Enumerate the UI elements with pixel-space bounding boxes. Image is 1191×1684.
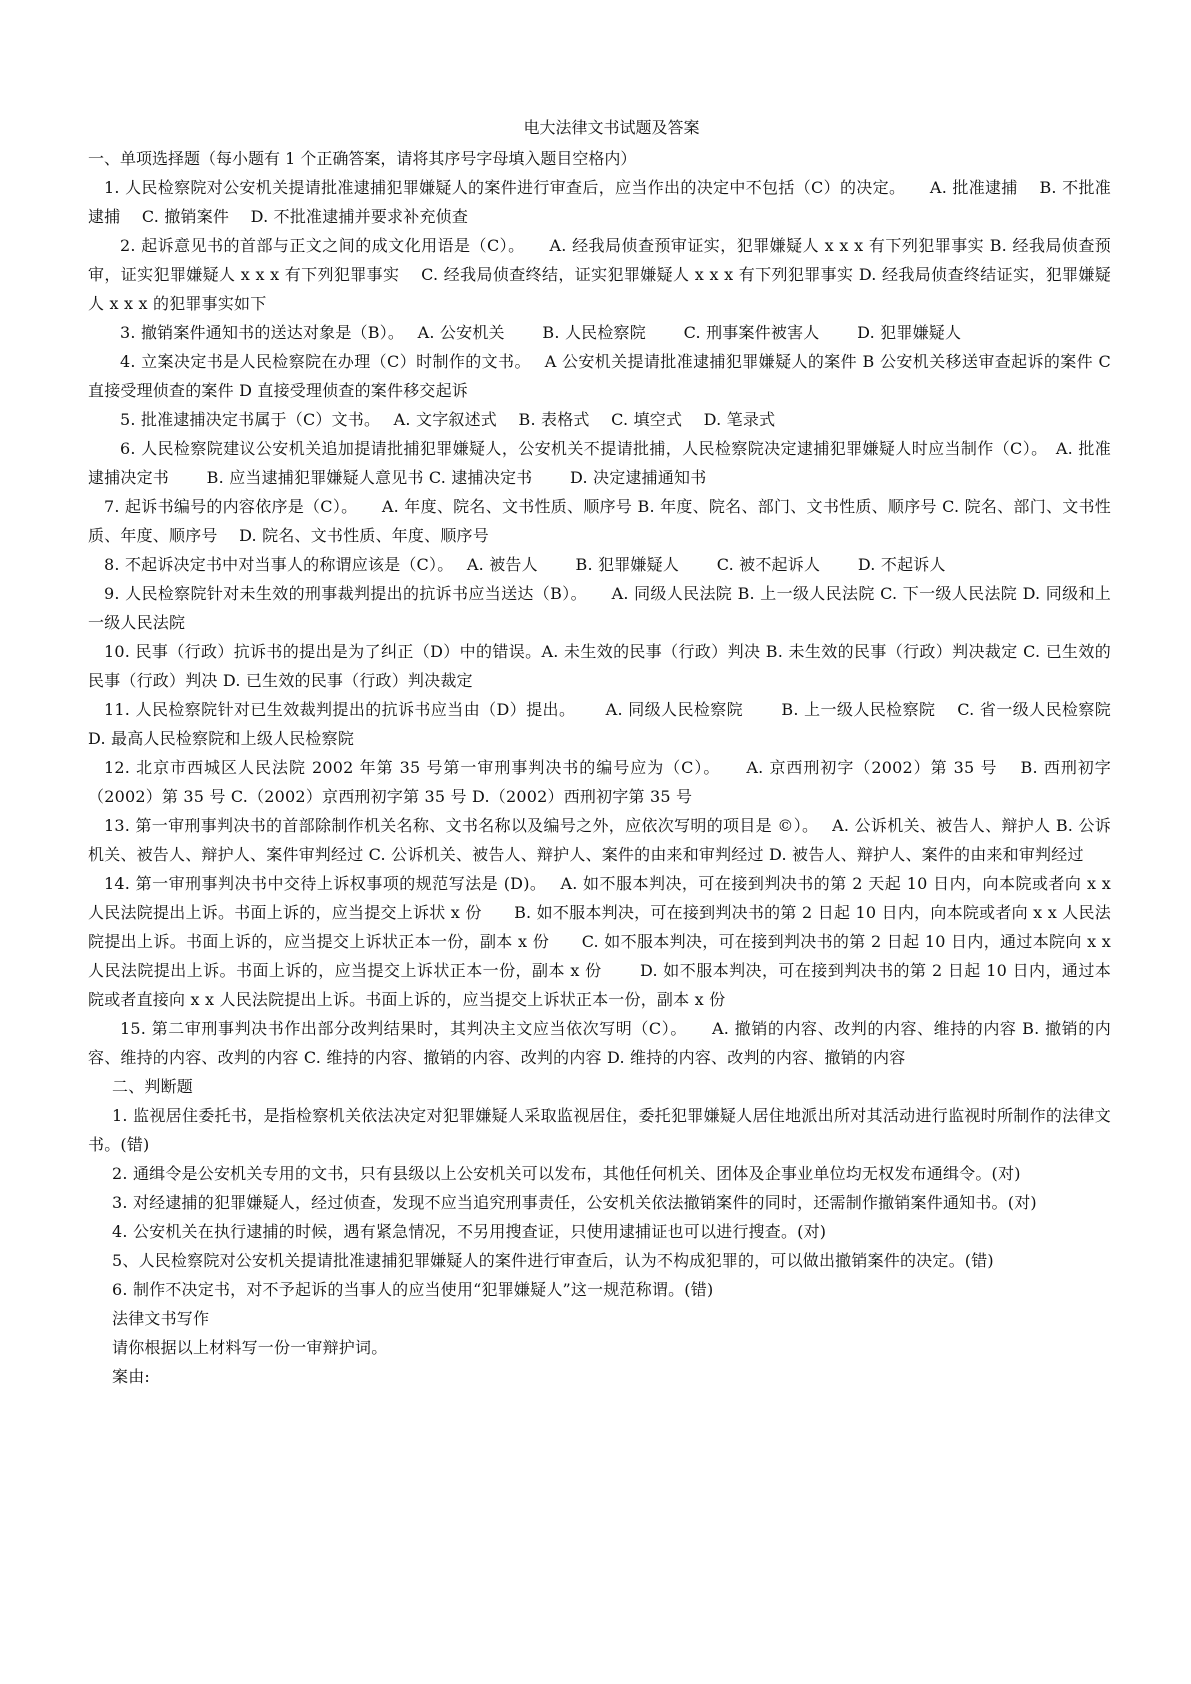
question-10: 10. 民事（行政）抗诉书的提出是为了纠正（D）中的错误。A. 未生效的民事（行政）判决 B. 未生效的民事（行政）判决裁定 C. 已生效的民事（行政）判决 D. 已生效的民事（行政）判决裁定: [88, 642, 1111, 690]
question-14: 14. 第一审刑事判决书中交待上诉权事项的规范写法是 (D)。 A. 如不服本判决，可在接到判决书的第 2 天起 10 日内，向本院或者向 x x 人民法院提出上诉。书面上诉的，应当提交上诉状 x 份 B. 如不服本判决，可在接到判决书的第 2 日起 10 日内，向本院或者向 x x 人民法院提出上诉。书面上诉的，应当提交上诉状正本一份，副本 x 份 C. 如不服本判决，可在接到判决书的第 2 日起 10 日内，通过本院向 x x 人民法院提出上诉。书面上诉的，应当提交上诉状正本一份，副本 x 份 D. 如不服本判决，可在接到判决书的第 2 日起 10 日内，通过本院或者直接向 x x 人民法院提出上诉。书面上诉的，应当提交上诉状正本一份，副本 x 份: [88, 874, 1111, 1009]
section-heading-judgement: 二、判断题: [112, 1077, 194, 1096]
judgement-1: 1. 监视居住委托书，是指检察机关依法决定对犯罪嫌疑人采取监视居住，委托犯罪嫌疑人居住地派出所对其活动进行监视时所制作的法律文书。(错): [88, 1106, 1111, 1154]
document-title: 电大法律文书试题及答案: [523, 118, 700, 137]
question-15: 15. 第二审刑事判决书作出部分改判结果时，其判决主文应当依次写明（C）。 A. 撤销的内容、改判的内容、维持的内容 B. 撤销的内容、维持的内容、改判的内容 C. 维持的内容、撤销的内容、改判的内容 D. 维持的内容、改判的内容、撤销的内容: [88, 1019, 1111, 1067]
question-11: 11. 人民检察院针对已生效裁判提出的抗诉书应当由（D）提出。 A. 同级人民检察院 B. 上一级人民检察院 C. 省一级人民检察院 D. 最高人民检察院和上级人民检察院: [88, 700, 1133, 748]
section-heading-choice: 一、单项选择题（每小题有 1 个正确答案，请将其序号字母填入题目空格内）: [88, 149, 637, 168]
judgement-2: 2. 通缉令是公安机关专用的文书，只有县级以上公安机关可以发布，其他任何机关、团体及企事业单位均无权发布通缉令。(对): [112, 1164, 1021, 1183]
judgement-4: 4. 公安机关在执行逮捕的时候，遇有紧急情况，不另用搜查证，只使用逮捕证也可以进行搜查。(对): [112, 1222, 827, 1241]
question-4: 4. 立案决定书是人民检察院在办理（C）时制作的文书。 A 公安机关提请批准逮捕犯罪嫌疑人的案件 B 公安机关移送审查起诉的案件 C 直接受理侦查的案件 D 直接受理侦查的案件移交起诉: [88, 352, 1111, 400]
judgement-5: 5、人民检察院对公安机关提请批准逮捕犯罪嫌疑人的案件进行审查后，认为不构成犯罪的，可以做出撤销案件的决定。(错): [112, 1251, 994, 1270]
question-2: 2. 起诉意见书的首部与正文之间的成文化用语是（C）。 A. 经我局侦查预审证实，犯罪嫌疑人 x x x 有下列犯罪事实 B. 经我局侦查预审，证实犯罪嫌疑人 x x x 有下列犯罪事实 C. 经我局侦查终结，证实犯罪嫌疑人 x x x 有下列犯罪事实 D. 经我局侦查终结证实，犯罪嫌疑人 x x x 的犯罪事实如下: [88, 236, 1111, 313]
question-12: 12. 北京市西城区人民法院 2002 年第 35 号第一审刑事判决书的编号应为（C）。 A. 京西刑初字（2002）第 35 号 B. 西刑初字（2002）第 35 号 C.（2002）京西刑初字第 35 号 D.（2002）西刑初字第 35 号: [88, 758, 1111, 806]
question-9: 9. 人民检察院针对未生效的刑事裁判提出的抗诉书应当送达（B）。 A. 同级人民法院 B. 上一级人民法院 C. 下一级人民法院 D. 同级和上一级人民法院: [88, 584, 1111, 632]
judgement-6: 6. 制作不决定书，对不予起诉的当事人的应当使用“犯罪嫌疑人”这一规范称谓。(错): [112, 1280, 714, 1299]
question-6: 6. 人民检察院建议公安机关追加提请批捕犯罪嫌疑人，公安机关不提请批捕，人民检察院决定逮捕犯罪嫌疑人时应当制作（C）。 A. 批准逮捕决定书 B. 应当逮捕犯罪嫌疑人意见书 C. 逮捕决定书 D. 决定逮捕通知书: [88, 439, 1111, 487]
question-8: 8. 不起诉决定书中对当事人的称谓应该是（C）。 A. 被告人 B. 犯罪嫌疑人 C. 被不起诉人 D. 不起诉人: [104, 555, 946, 574]
question-7: 7. 起诉书编号的内容依序是（C）。 A. 年度、院名、文书性质、顺序号 B. 年度、院名、部门、文书性质、顺序号 C. 院名、部门、文书性质、年度、顺序号 D. 院名、文书性质、年度、顺序号: [88, 497, 1111, 545]
case-label: 案由:: [112, 1367, 150, 1386]
writing-prompt: 请你根据以上材料写一份一审辩护词。: [112, 1338, 388, 1357]
question-3: 3. 撤销案件通知书的送达对象是（B）。 A. 公安机关 B. 人民检察院 C. 刑事案件被害人 D. 犯罪嫌疑人: [120, 323, 962, 342]
question-1: 1. 人民检察院对公安机关提请批准逮捕犯罪嫌疑人的案件进行审查后，应当作出的决定中不包括（C）的决定。 A. 批准逮捕 B. 不批准逮捕 C. 撤销案件 D. 不批准逮捕并要求补充侦查: [88, 178, 1112, 226]
section-heading-writing: 法律文书写作: [112, 1309, 210, 1328]
question-5: 5. 批准逮捕决定书属于（C）文书。 A. 文字叙述式 B. 表格式 C. 填空式 D. 笔录式: [120, 410, 776, 429]
question-13: 13. 第一审刑事判决书的首部除制作机关名称、文书名称以及编号之外，应依次写明的项目是 ©）。 A. 公诉机关、被告人、辩护人 B. 公诉机关、被告人、辩护人、案件审判经过 C. 公诉机关、被告人、辩护人、案件的由来和审判经过 D. 被告人、辩护人、案件的由来和审判经过: [88, 816, 1111, 864]
judgement-3: 3. 对经逮捕的犯罪嫌疑人，经过侦查，发现不应当追究刑事责任，公安机关依法撤销案件的同时，还需制作撤销案件通知书。(对): [112, 1193, 1037, 1212]
